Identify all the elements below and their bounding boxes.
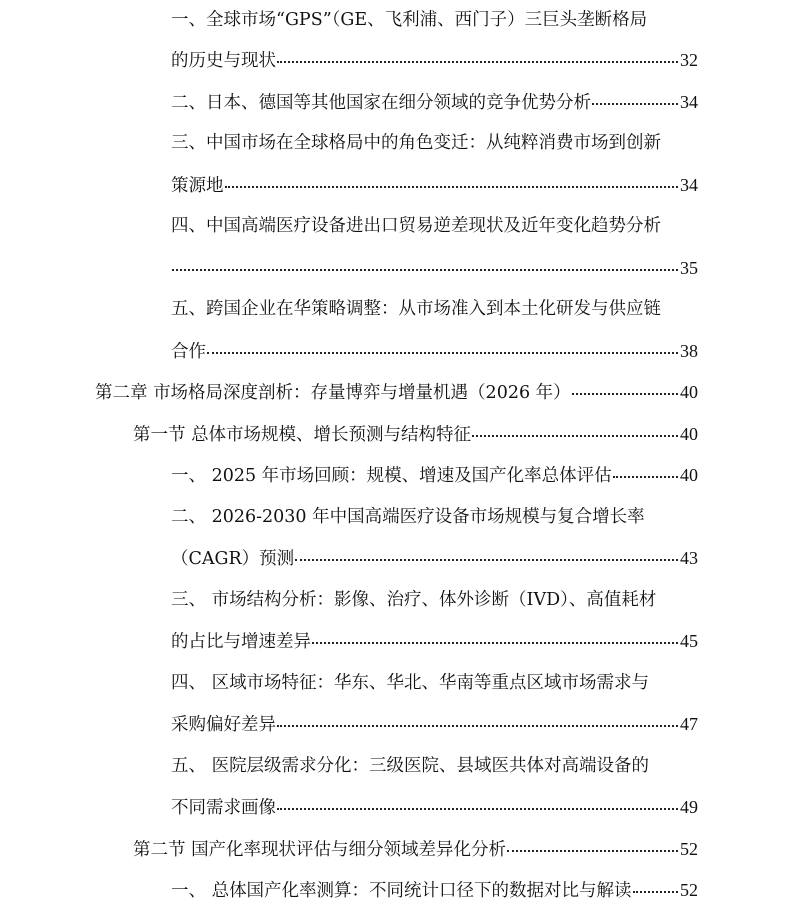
toc-entry-text: 二、日本、德国等其他国家在细分领域的竞争优势分析 <box>171 93 591 113</box>
toc-entry[interactable] <box>171 878 698 902</box>
toc-page-number: 43 <box>680 548 698 568</box>
toc-entry-text: 策源地 <box>171 176 224 196</box>
toc-entry-text: 的占比与增速差异 <box>171 632 311 652</box>
toc-entry-text: （CAGR）预测 <box>171 549 295 569</box>
toc-entry-text: 三、 市场结构分析：影像、治疗、体外诊断（IVD）、高值耗材 <box>171 590 657 610</box>
toc-page-number: 34 <box>680 175 698 195</box>
toc-leader-dots <box>633 891 678 893</box>
toc-entry[interactable] <box>171 588 698 612</box>
toc-leader-dots <box>277 725 678 727</box>
toc-entry-text: 一、 2025 年市场回顾：规模、增速及国产化率总体评估 <box>171 466 612 486</box>
toc-page-number: 52 <box>680 839 698 859</box>
toc-entry-text: 一、全球市场“GPS”（GE、飞利浦、西门子）三巨头垄断格局 <box>171 10 648 30</box>
toc-entry[interactable] <box>171 339 698 363</box>
toc-entry[interactable] <box>171 131 698 155</box>
toc-entry-text: 五、跨国企业在华策略调整：从市场准入到本土化研发与供应链 <box>171 299 661 319</box>
toc-entry[interactable] <box>171 8 698 32</box>
toc-entry-text: 采购偏好差异 <box>171 715 276 735</box>
toc-entry[interactable] <box>171 90 698 114</box>
toc-page-number: 32 <box>680 50 698 70</box>
toc-chapter-entry[interactable] <box>95 380 698 404</box>
toc-entry[interactable] <box>171 214 698 238</box>
toc-page-number: 34 <box>680 92 698 112</box>
toc-page-number: 49 <box>680 797 698 817</box>
toc-entry-text: 三、中国市场在全球格局中的角色变迁：从纯粹消费市场到创新 <box>171 133 661 153</box>
toc-page-number: 38 <box>680 341 698 361</box>
toc-page-number: 47 <box>680 714 698 734</box>
toc-entry[interactable] <box>171 48 698 72</box>
toc-leader-dots <box>172 269 678 271</box>
toc-entry-text: 四、中国高端医疗设备进出口贸易逆差现状及近年变化趋势分析 <box>171 216 661 236</box>
toc-section-entry[interactable] <box>133 422 698 446</box>
toc-leader-dots <box>572 393 678 395</box>
toc-entry-text: 四、 区域市场特征：华东、华北、华南等重点区域市场需求与 <box>171 673 650 693</box>
toc-entry[interactable] <box>171 173 698 197</box>
toc-section-entry[interactable] <box>133 837 698 861</box>
toc-entry-text: 第二节 国产化率现状评估与细分领域差异化分析 <box>133 840 507 860</box>
toc-entry-text: 五、 医院层级需求分化：三级医院、县域医共体对高端设备的 <box>171 756 650 776</box>
toc-entry-text: 不同需求画像 <box>171 798 276 818</box>
toc-entry[interactable] <box>171 629 698 653</box>
toc-entry[interactable] <box>171 297 698 321</box>
toc-entry[interactable] <box>171 795 698 819</box>
toc-leader-dots <box>592 103 678 105</box>
toc-entry[interactable] <box>171 754 698 778</box>
toc-leader-dots <box>312 642 678 644</box>
toc-entry[interactable] <box>171 463 698 487</box>
toc-entry[interactable] <box>171 712 698 736</box>
toc-leader-dots <box>277 808 678 810</box>
toc-leader-dots <box>507 850 678 852</box>
toc-entry-text: 合作 <box>171 342 206 362</box>
toc-page-number: 40 <box>680 382 698 402</box>
toc-entry-text: 的历史与现状 <box>171 51 276 71</box>
toc-entry-text: 二、 2026-2030 年中国高端医疗设备市场规模与复合增长率 <box>171 507 645 527</box>
toc-page-number: 52 <box>680 880 698 900</box>
toc-leader-dots <box>207 352 678 354</box>
toc-entry-text: 一、 总体国产化率测算：不同统计口径下的数据对比与解读 <box>171 881 632 901</box>
toc-page-number: 45 <box>680 631 698 651</box>
toc-entry-text: 第二章 市场格局深度剖析：存量博弈与增量机遇（2026 年） <box>95 383 571 403</box>
toc-leader-dots <box>295 559 678 561</box>
toc-entry-text: 第一节 总体市场规模、增长预测与结构特征 <box>133 425 472 445</box>
toc-page-number: 40 <box>680 465 698 485</box>
toc-entry[interactable] <box>171 505 698 529</box>
toc-page-number: 40 <box>680 424 698 444</box>
toc-page-number: 35 <box>680 258 698 278</box>
toc-leader-dots <box>277 61 678 63</box>
toc-entry[interactable] <box>171 671 698 695</box>
toc-leader-dots <box>472 435 678 437</box>
toc-leader-dots <box>225 186 679 188</box>
toc-entry[interactable] <box>171 546 698 570</box>
toc-leader-dots <box>613 476 678 478</box>
toc-entry[interactable] <box>171 256 698 280</box>
